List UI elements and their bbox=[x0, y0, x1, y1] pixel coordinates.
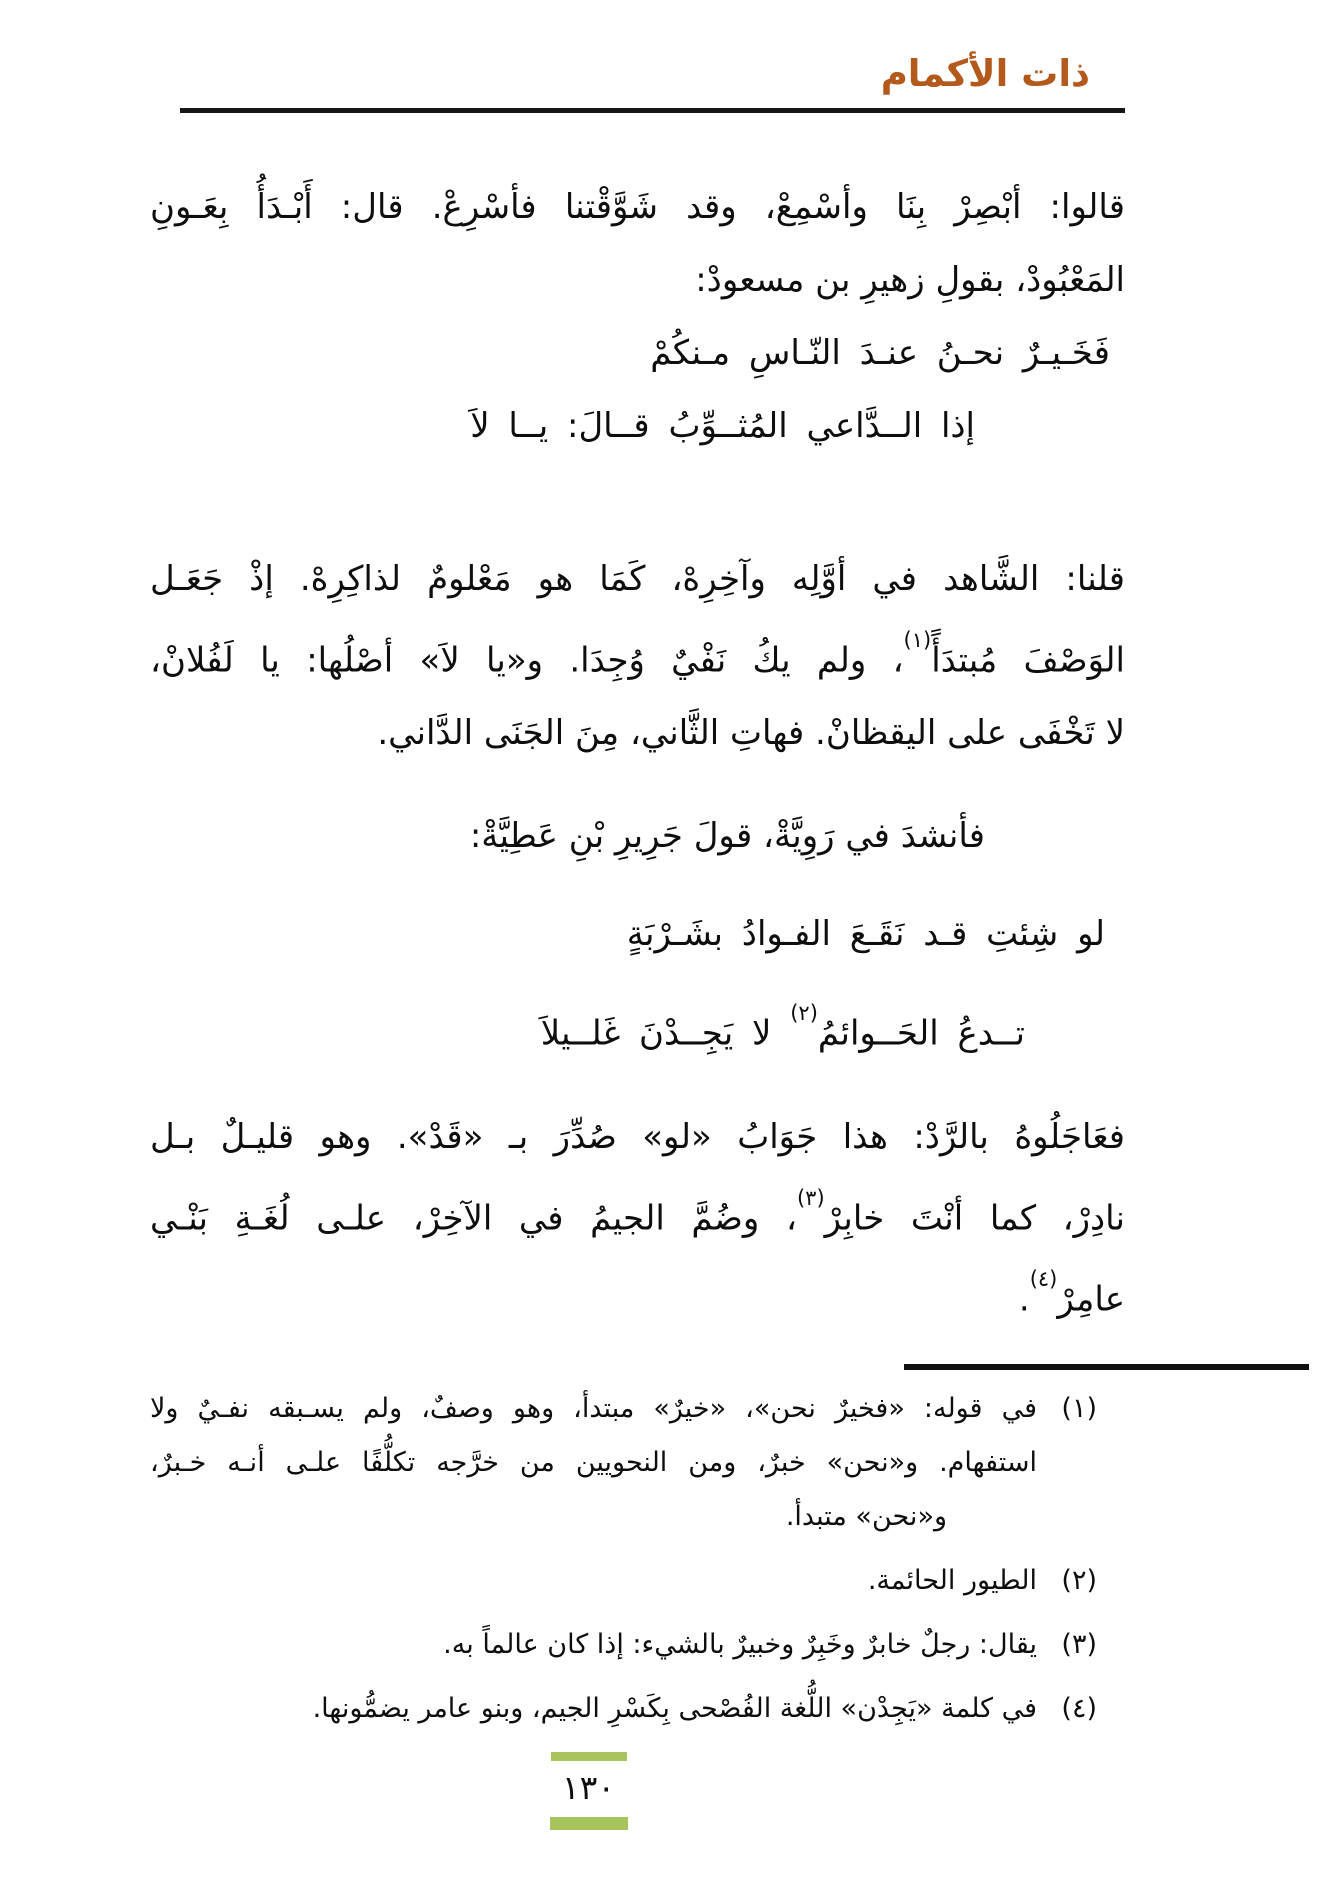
footnote-body bbox=[150, 1618, 1037, 1672]
footnote-line: في كلمة «يَجِدْن» اللُّغة الفُصْحى بِكَسْرِ الجيم، وبنو عامر يضمُّونها. bbox=[312, 1693, 1037, 1725]
body-text: ، وضُمَّ الجيمُ في الآخِرْ، علـى لُغَـةِ بَنْـي bbox=[150, 1197, 797, 1238]
footnote-body bbox=[150, 1382, 1037, 1544]
verse-text: لا يَجِــدْنَ غَلــيلاَ bbox=[540, 1013, 791, 1054]
footnote-item bbox=[150, 1382, 1125, 1544]
footnote-body bbox=[150, 1554, 1037, 1608]
footnote-item bbox=[150, 1618, 1125, 1672]
body-text: ، ولم يكُ نَفْيٌ وُجِدَا. و«يا لاَ» أصْلُها: يا لَفُلانْ، bbox=[150, 640, 904, 681]
body-line: فأنشدَ في رَوِيَّةْ، قولَ جَرِيرِ بْنِ عَطِيَّةْ: bbox=[469, 816, 985, 857]
verse-hemistich: لو شِئتِ قـد نَقَـعَ الفـوادُ بشَـرْبَةٍ bbox=[626, 914, 1105, 955]
body-text: الوَصْفَ مُبتدَأً bbox=[931, 640, 1125, 681]
footnote-line: و«نحن» متبدأ. bbox=[785, 1501, 947, 1533]
footnote-body bbox=[150, 1682, 1037, 1736]
body-text: . bbox=[1018, 1279, 1030, 1320]
body-line bbox=[150, 616, 1125, 697]
page-body bbox=[150, 113, 1125, 1336]
body-line bbox=[150, 1174, 1125, 1255]
verse-hemistich: إذا الــدَّاعي المُثــوِّبُ قــالَ: يــا لاَ bbox=[470, 406, 975, 446]
footnote-line: الطيور الحائمة. bbox=[867, 1565, 1037, 1597]
footnotes-section bbox=[150, 1382, 1125, 1736]
footnote-item bbox=[150, 1554, 1125, 1608]
footnote-item bbox=[150, 1682, 1125, 1736]
footnote-ref-3: (٣) bbox=[796, 1185, 825, 1210]
footnote-number: (١) bbox=[1061, 1393, 1097, 1425]
body-text: نادِرْ، كما أنْتَ خابِرْ bbox=[824, 1197, 1126, 1238]
footnote-number: (٣) bbox=[1061, 1629, 1097, 1661]
footnote-separator bbox=[904, 1364, 1309, 1370]
footnote-line: يقال: رجلٌ خابرٌ وخَبِرٌ وخبيرٌ بالشيء: إذا كان عالماً به. bbox=[443, 1629, 1037, 1661]
body-line: المَعْبُودْ، بقولِ زهيرِ بن مسعودْ: bbox=[695, 260, 1125, 300]
footnote-ref-4: (٤) bbox=[1029, 1266, 1058, 1291]
footnote-number: (٢) bbox=[1061, 1565, 1097, 1597]
footnote-line: استفهام. و«نحن» خبرٌ، ومن النحويين من خرَّجه تكلُّفًا علـى أنـه خـبرٌ، bbox=[150, 1447, 1037, 1479]
body-line: قلنا: الشَّاهد في أوَّلِه وآخِرِهْ، كَمَا هو مَعْلومٌ لذاكِرِهْ. إذْ جَعَـل bbox=[150, 559, 1125, 599]
running-head-title: ذات الأكمام bbox=[880, 52, 1090, 95]
body-line: لا تَخْفَى على اليقظانْ. فهاتِ الثَّاني، مِنَ الجَنَى الدَّاني. bbox=[377, 713, 1125, 754]
page-footer bbox=[541, 1752, 637, 1830]
verse-text: تــدعُ الحَــوائمُ bbox=[817, 1013, 1025, 1054]
footnote-ref-1: (١) bbox=[903, 628, 932, 652]
page-header bbox=[0, 0, 1339, 113]
footnote-number: (٤) bbox=[1061, 1693, 1097, 1725]
footer-ornament-bottom bbox=[550, 1817, 628, 1830]
body-line: فعَاجَلُوهُ بالرَّدْ: هذا جَوَابُ «لو» صُدِّرَ بـ «قَدْ». وهو قليـلٌ بـل bbox=[150, 1116, 1125, 1157]
footer-ornament-top bbox=[551, 1752, 627, 1761]
verse-hemistich bbox=[150, 989, 1025, 1070]
body-text: عامِرْ bbox=[1057, 1279, 1125, 1320]
body-line: قالوا: أبْصِرْ بِنَا وأسْمِعْ، وقد شَوَّقْتنا فأسْرِعْ. قال: أَبْـدَأُ بِعَـونِ bbox=[150, 187, 1125, 227]
verse-hemistich: فَخَـيـرٌ نحـنُ عنـدَ النّـاسِ مـنكُمْ bbox=[650, 333, 1110, 373]
footnote-line: في قوله: «فخيرٌ نحن»، «خيرٌ» مبتدأ، وهو وصفٌ، ولم يسـبقه نفـيٌ ولا bbox=[150, 1393, 1037, 1425]
page-number: ١٣٠ bbox=[561, 1768, 616, 1808]
body-line bbox=[150, 1255, 1125, 1336]
footnote-ref-2: (٢) bbox=[790, 1001, 818, 1026]
